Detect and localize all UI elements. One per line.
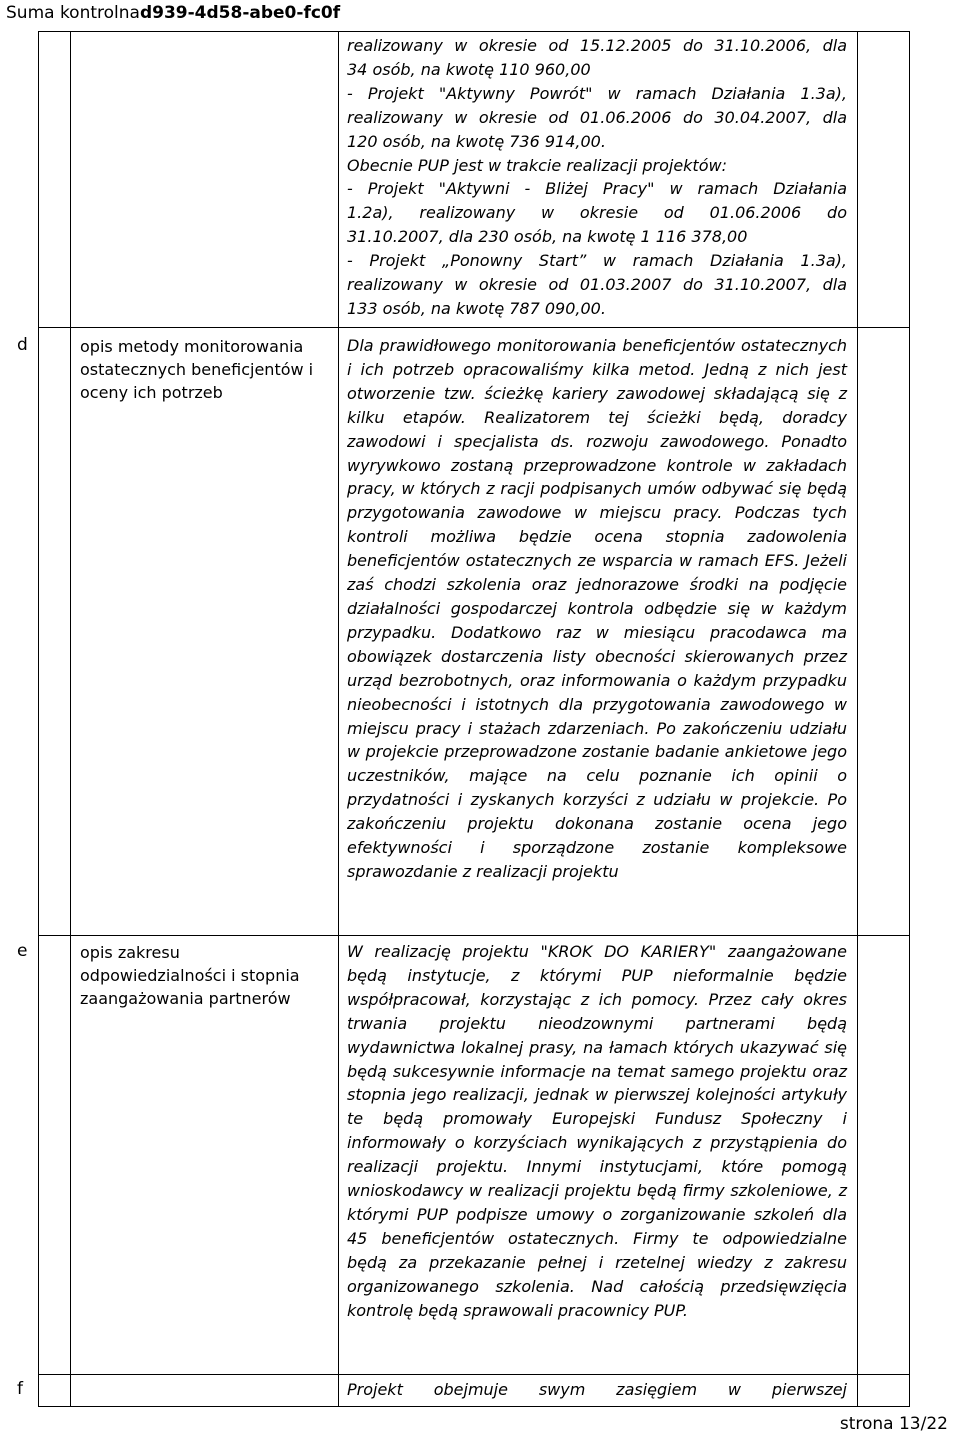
row-c-line: Obecnie PUP jest w trakcie realizacji projektów: — [347, 155, 727, 175]
row-f-line: Projekt obejmuje swym zasięgiem w pierwszej — [347, 1380, 847, 1399]
row-divider-e — [38, 935, 910, 936]
row-e-label: opis zakresu odpowiedzialności i stopnia zaangażowania partnerów — [80, 943, 300, 1008]
row-divider-d — [38, 327, 910, 328]
row-c-line: realizowany w okresie od 01.03.2007 do 31.10.2007, dla — [347, 275, 847, 295]
row-c-line: realizowany w okresie od 01.06.2006 do 30.04.2007, dla — [347, 107, 847, 127]
row-e-content: W realizację projektu "KROK DO KARIERY" zaangażowane będą instytucje, z którymi PUP nieformalnie będzie współpracował, korzystając z ich pomocy. Przez cały okres trwania projektu nieodzownymi partnerami będą wydawnictwa lokalnej prasy, na łamach których ukazywać się będą sukcesywnie informacje na temat samego projektu oraz stopnia jego realizacji, jednak w pierwszej kolejności artykuły te będą promowały Europejski Fundusz Społeczny i informowały o korzyściach wynikających z przystąpienia do realizacji projektu. Innymi instytucjami, które pomogą wnioskodawcy w realizacji projektu będą firmy szkoleniowe, z którymi PUP podpisze umowy o zorganizowanie szkoleń dla 45 beneficjentów ostatecznych. Firmy te odpowiedzialne będą za przekazanie pełnej i rzetelnej wiedzy z zakresu organizowanego szkolenia. Nad całością przedsięwzięcia kontrolę będą sprawowali pracownicy PUP. — [347, 942, 847, 1320]
row-c-line: - Projekt "Aktywni - Bliżej Pracy" w ramach Działania — [347, 179, 847, 199]
row-d-label: opis metody monitorowania ostatecznych beneficjentów i oceny ich potrzeb — [80, 337, 314, 402]
row-divider-f — [38, 1374, 910, 1375]
column-divider-content — [857, 31, 858, 1407]
row-d-letter: d — [17, 335, 28, 355]
page-number: strona 13/22 — [839, 1414, 948, 1434]
column-divider-letter — [70, 31, 71, 1407]
row-c-line: - Projekt "Aktywny Powrót" w ramach Działania 1.3a), — [347, 83, 847, 103]
row-e-letter: e — [17, 941, 28, 961]
row-c-line: 1.2a), realizowany w okresie od 01.06.2006 do — [347, 203, 847, 223]
row-c-line: 31.10.2007, dla 230 osób, na kwotę 1 116 378,00 — [347, 227, 748, 247]
row-c-line: - Projekt „Ponowny Start” w ramach Działania 1.3a), — [347, 251, 847, 271]
row-f-letter: f — [17, 1379, 23, 1399]
row-c-line: 34 osób, na kwotę 110 960,00 — [347, 59, 591, 79]
row-c-line: 120 osób, na kwotę 736 914,00. — [347, 131, 606, 151]
header-title-hash: d939-4d58-abe0-fc0f — [139, 3, 341, 23]
column-divider-label — [338, 31, 339, 1407]
row-c-content — [347, 34, 847, 321]
row-c-line: 133 osób, na kwotę 787 090,00. — [347, 298, 606, 318]
header-title-prefix: Suma kontrolna — [6, 3, 140, 23]
row-f-content — [347, 1378, 847, 1402]
row-d-content: Dla prawidłowego monitorowania beneficjentów ostatecznych i ich potrzeb opracowaliśmy kilka metod. Jedną z nich jest otworzenie tzw. ścieżkę kariery zawodowej składającą się z kilku etapów. Realizatorem tej ścieżki będą, doradcy zawodowi i specjalista ds. rozwoju zawodowego. Ponadto wyrywkowo zostaną przeprowadzone kontrole w zakładach pracy, w których z racji podpisanych umów odbywać się będą przygotowania zawodowe w miejscu pracy. Podczas tych kontroli możliwa będzie ocena stopnia zadowolenia beneficjentów ostatecznych ze wsparcia w ramach EFS. Jeżeli zaś chodzi szkolenia oraz jednorazowe środki na podjęcie działalności gospodarczej kontrola odbędzie się w każdym przypadku. Dodatkowo raz w miesiącu pracodawca ma obowiązek dostarczenia listy obecności skierowanych przez urząd bezrobotnych, oraz informowania o każdym przypadku nieobecności i istotnych dla przygotowania zawodowego w miejscu pracy i stażach zdarzeniach. Po zakończeniu udziału w projekcie przeprowadzone zostanie badanie ankietowe jego uczestników, mające na celu poznanie ich opinii o przydatności i zyskanych korzyści z udziału w projekcie. Po zakończeniu projektu dokonana zostanie ocena jego efektywności i sporządzone zostanie kompleksowe sprawozdanie z realizacji projektu — [347, 336, 847, 881]
row-c-line: realizowany w okresie od 15.12.2005 do 31.10.2006, dla — [347, 36, 847, 55]
document-header — [6, 0, 340, 28]
